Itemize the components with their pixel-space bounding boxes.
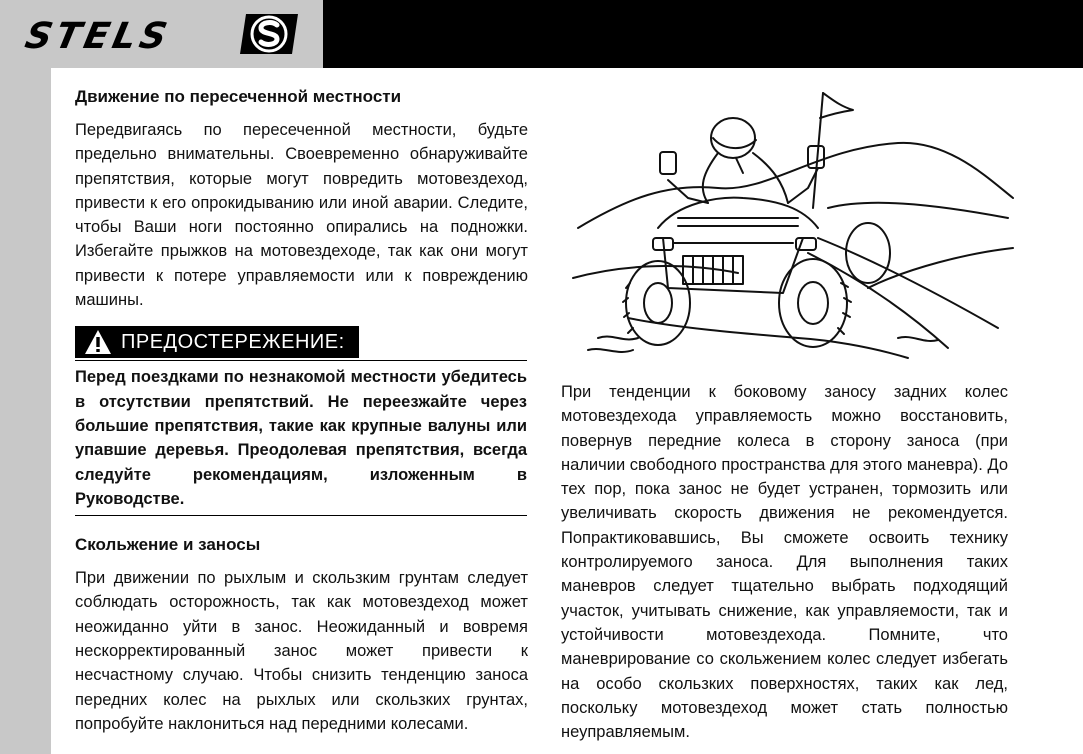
atv-illustration	[568, 88, 1018, 368]
warning-triangle-icon	[83, 328, 113, 356]
warning-header	[75, 326, 527, 361]
skid-section	[75, 534, 528, 736]
warning-label: ПРЕДОСТЕРЕЖЕНИЕ:	[121, 330, 345, 353]
warning-text: Перед поездками по незнакомой местности убедитесь в отсутствии препятствий. Не переезжайте через большие препятствия, такие как крупные валуны или упавшие деревья. Преодолевая препятствия, всегда следуйте рекомендациям, изложенным в Руководстве.	[75, 365, 527, 516]
brand-logo: STELS	[21, 16, 175, 57]
skid-text-left: При движении по рыхлым и скользким грунтам следует соблюдать осторожность, так как мотовездеход может неожиданно уйти в занос. Неожиданный и вовремя нескорректированный занос может привести к несчастному случаю. Чтобы снизить тенденцию заноса передних колес на рыхлых или скользких грунтах, попробуйте наклониться над передними колесами.	[75, 569, 528, 733]
page-sidebar-strip	[0, 68, 51, 754]
brand-logo-panel	[0, 0, 323, 68]
offroad-heading: Движение по пересеченной местности	[75, 87, 402, 106]
offroad-text: Передвигаясь по пересеченной местности, будьте предельно внимательны. Своевременно обнаруживайте препятствия, которые могут повредить мотовездеход, привести к его опрокидыванию или иной аварии. Следите, чтобы Ваши ноги постоянно опирались на подножки. Избегайте прыжков на мотовездеходе, так как они могут привести к потере управляемости или к повреждению машины.	[75, 121, 528, 310]
skid-text-right: При тенденции к боковому заносу задних колес мотовездехода управляемость можно восстановить, повернув передние колеса в сторону заноса (при наличии свободного пространства для этого маневра). До тех пор, пока занос не будет устранен, тормозить или увеличивать скорость движения не рекомендуется. Попрактиковавшись, Вы сможете освоить технику контролируемого заноса. Для выполнения таких маневров следует тщательно выбрать подходящий участок, учитывать снижение, как управляемости, так и устойчивости мотовездехода. Помните, что маневрирование со скольжением колес следует избегать на особо скользких поверхностях, таких как лед, поскольку мотовездеход может стать полностью неуправляемым.	[561, 383, 1008, 742]
right-column	[561, 380, 1008, 744]
left-column	[75, 86, 528, 736]
brand-s-emblem-icon	[236, 10, 302, 58]
warning-badge	[75, 326, 359, 358]
skid-heading: Скольжение и заносы	[75, 535, 261, 555]
